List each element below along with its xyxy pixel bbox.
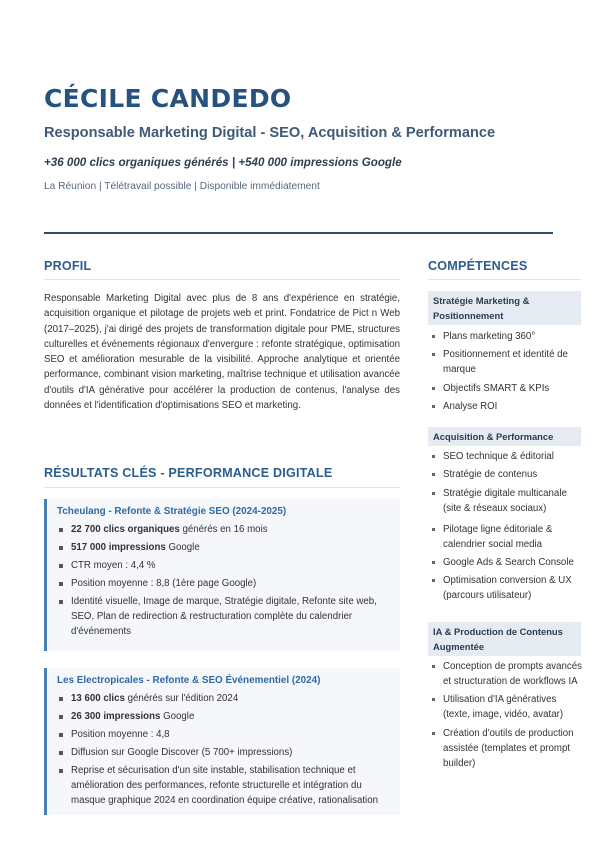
- candidate-name: CÉCILE CANDEDO: [44, 84, 292, 113]
- skill-item: Utilisation d'IA génératives (texte, image, vidéo, avatar): [443, 692, 583, 722]
- result-highlight: 13 600 clics: [71, 693, 125, 704]
- profile-section-rule: [44, 279, 400, 280]
- profile-text: Responsable Marketing Digital avec plus de 8 ans d'expérience en stratégie, acquisition organique et pilotage de projets web et print. Fondatrice de Pict n Web (2017–2025), j'ai dirigé des projets de transformation digitale pour PME, structures culturelles et événements régionaux d'envergure : refonte stratégique, optimisation SEO et amélioration mesurable de la visibilité. Approche analytique et orientée performance, combinant vision marketing, maîtrise technique et utilisation avancée d'outils d'IA générative pour accélérer la production de contenus, l'analyse des données et l'identification d'optimisations SEO et marketing.: [44, 293, 400, 412]
- skill-group-title: Acquisition & Performance: [428, 427, 581, 446]
- result-list: [57, 522, 390, 639]
- result-card-title: Tcheulang - Refonte & Stratégie SEO (2024-2025): [57, 506, 287, 517]
- contact-line: La Réunion | Télétravail possible | Disponible immédiatement: [44, 181, 320, 192]
- result-item: CTR moyen : 4,4 %: [57, 558, 390, 573]
- skill-item: Positionnement et identité de marque: [443, 347, 583, 377]
- profile-section-title: PROFIL: [44, 259, 92, 273]
- results-section-rule: [44, 487, 400, 488]
- skill-item: Pilotage ligne éditoriale & calendrier social media: [443, 522, 583, 552]
- result-list: [57, 691, 390, 808]
- result-item: Reprise et sécurisation d'un site instable, stabilisation technique et amélioration des performances, refonte structurelle et intégration du masque graphique 2024 en coordination équipe créative, rationalisation: [57, 763, 390, 808]
- skill-list: [443, 449, 583, 606]
- result-item: Position moyenne : 8,8 (1ère page Google): [57, 576, 390, 591]
- result-highlight: 517 000 impressions: [71, 542, 166, 553]
- result-card-tcheulang: [44, 499, 400, 651]
- skill-item: Conception de prompts avancés et structuration de workflows IA: [443, 661, 582, 687]
- result-card-title: Les Electropicales - Refonte & SEO Événementiel (2024): [57, 675, 321, 686]
- skills-section-rule: [428, 279, 581, 280]
- skill-item: Google Ads & Search Console: [443, 555, 583, 570]
- skill-item: Plans marketing 360°: [443, 329, 583, 344]
- skill-item: Stratégie de contenus: [443, 467, 583, 482]
- skill-list: [443, 659, 583, 774]
- result-card-electropicales: [44, 668, 400, 815]
- tagline: +36 000 clics organiques générés | +540 000 impressions Google: [44, 156, 402, 169]
- result-item: 517 000 impressions Google: [57, 540, 390, 555]
- header-divider: [44, 232, 553, 234]
- result-item: 22 700 clics organiques générés en 16 mois: [57, 522, 390, 537]
- skill-list: [443, 329, 583, 417]
- skill-item: SEO technique & éditorial: [443, 449, 583, 464]
- skill-item: Optimisation conversion & UX (parcours utilisateur): [443, 573, 583, 603]
- skill-item: Objectifs SMART & KPIs: [443, 381, 583, 396]
- skill-item: Analyse ROI: [443, 399, 583, 414]
- result-item: Position moyenne : 4,8: [57, 727, 390, 742]
- skill-item: Création d'outils de production assistée (templates et prompt builder): [443, 726, 583, 771]
- skill-group-title: IA & Production de Contenus Augmentée: [428, 622, 581, 656]
- skills-section-title: COMPÉTENCES: [428, 259, 528, 273]
- results-section-title: RÉSULTATS CLÉS - PERFORMANCE DIGITALE: [44, 466, 333, 480]
- result-item: Identité visuelle, Image de marque, Stratégie digitale, Refonte site web, SEO, Plan de redirection & restructuration complète du calendrier d'événements: [57, 594, 390, 639]
- job-title: Responsable Marketing Digital - SEO, Acquisition & Performance: [44, 125, 496, 141]
- result-highlight: 22 700 clics organiques: [71, 524, 180, 535]
- result-item: 26 300 impressions Google: [57, 709, 390, 724]
- skill-item: Stratégie digitale multicanale (site & réseaux sociaux): [443, 486, 583, 516]
- skill-group-title: Stratégie Marketing & Positionnement: [428, 291, 581, 325]
- result-item: Diffusion sur Google Discover (5 700+ impressions): [57, 745, 390, 760]
- result-highlight: 26 300 impressions: [71, 711, 161, 722]
- result-item: 13 600 clics générés sur l'édition 2024: [57, 691, 390, 706]
